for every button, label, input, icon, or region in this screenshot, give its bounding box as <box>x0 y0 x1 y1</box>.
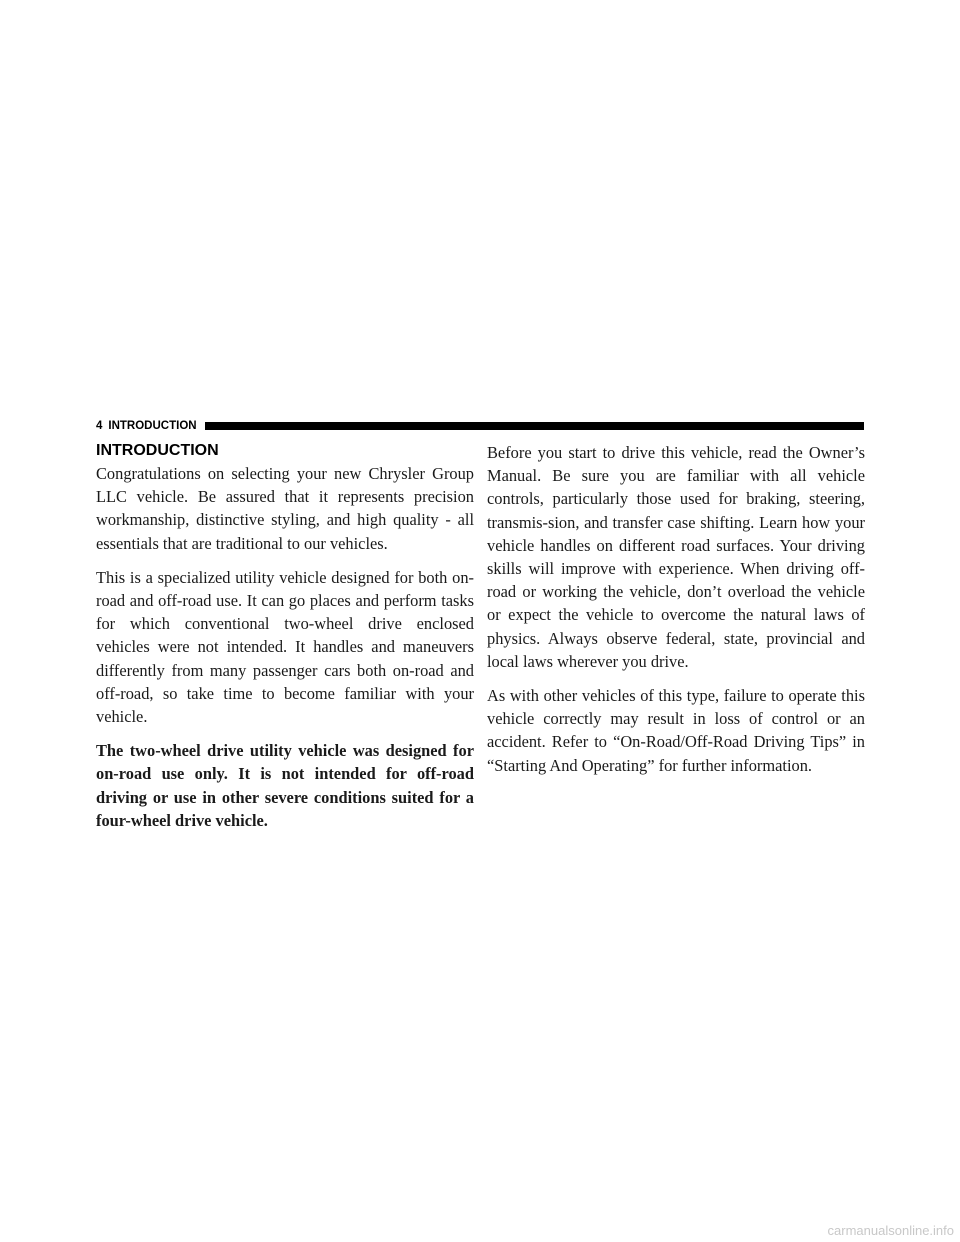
right-column <box>487 441 865 788</box>
page-header <box>96 419 864 433</box>
utility-vehicle-paragraph: This is a specialized utility vehicle designed for both on-road and off-road use. It can go places and perform tasks for which conventional two-wheel drive enclosed vehicles were not intended. It handles and maneuvers differently from many passenger cars both on-road and off-road, so take time to become familiar with your vehicle. <box>96 567 474 727</box>
two-wheel-drive-warning: The two-wheel drive utility vehicle was designed for on-road use only. It is not intended for off-road driving or use in other severe conditions suited for a four-wheel drive vehicle. <box>96 741 474 830</box>
header-rule <box>205 422 864 430</box>
section-heading: INTRODUCTION <box>96 442 219 459</box>
page-number: 4 <box>96 420 103 432</box>
left-column <box>96 441 474 843</box>
site-watermark: carmanualsonline.info <box>827 1223 954 1238</box>
loss-of-control-paragraph: As with other vehicles of this type, failure to operate this vehicle correctly may result in loss of control or an accident. Refer to “On-Road/Off-Road Driving Tips” in “Starting And Operating” for further information. <box>487 686 865 775</box>
section-label: INTRODUCTION <box>108 420 197 432</box>
intro-paragraph: Congratulations on selecting your new Chrysler Group LLC vehicle. Be assured that it represents precision workmanship, distinctive styling, and high quality - all essentials that are traditional to our vehicles. <box>96 464 474 553</box>
before-driving-paragraph: Before you start to drive this vehicle, read the Owner’s Manual. Be sure you are familiar with all vehicle controls, particularly those used for braking, steering, transmis-sion, and transfer case shifting. Learn how your vehicle handles on different road surfaces. Your driving skills will improve with experience. When driving off-road or working the vehicle, don’t overload the vehicle or expect the vehicle to overcome the natural laws of physics. Always observe federal, state, provincial and local laws wherever you drive. <box>487 443 865 671</box>
